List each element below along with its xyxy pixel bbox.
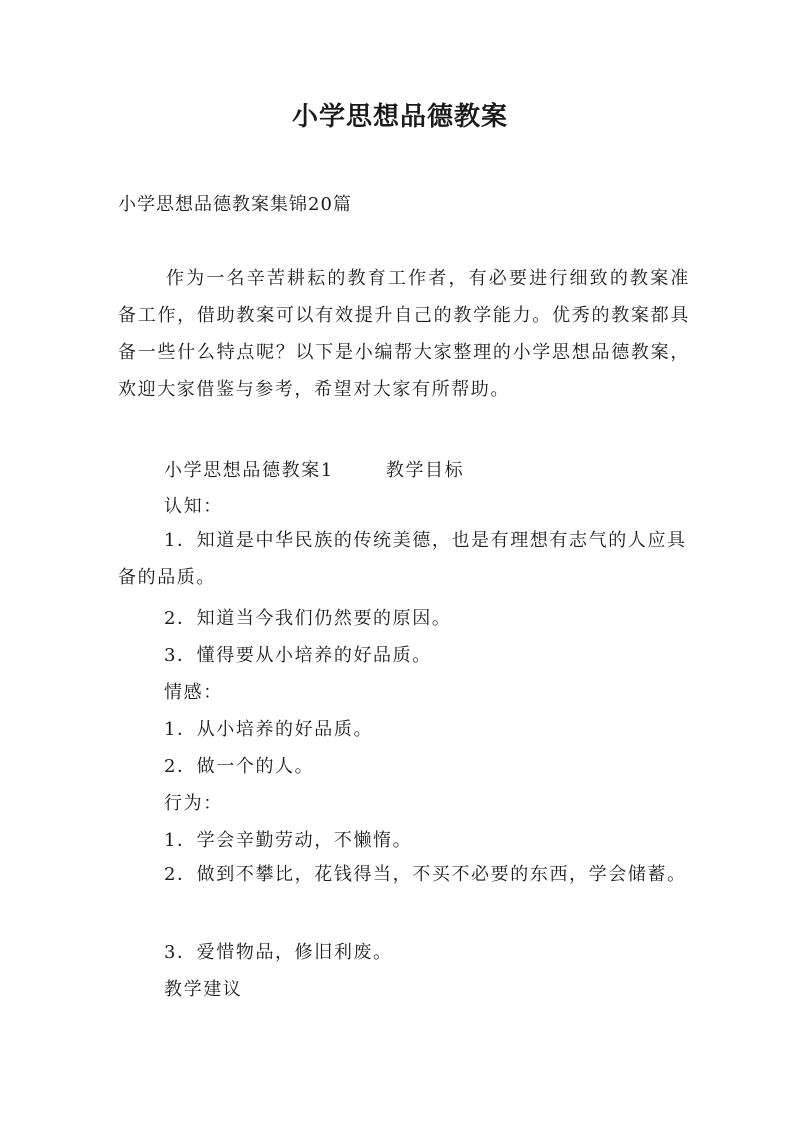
document-subtitle: 小学思想品德教案集锦20篇 <box>118 194 352 215</box>
behavior-item-3: 3．爱惜物品，修旧利废。 <box>164 942 393 963</box>
emotion-item-1: 1．从小培养的好品质。 <box>164 719 374 740</box>
behavior-item-1: 1．学会辛勤劳动，不懒惰。 <box>164 830 413 851</box>
emotion-label: 情感： <box>164 682 223 703</box>
cognition-item-3: 3．懂得要从小培养的好品质。 <box>164 645 432 666</box>
behavior-label: 行为： <box>164 793 223 814</box>
document-title: 小学思想品德教案 <box>291 102 508 132</box>
cognition-item-2: 2．知道当今我们仍然要的原因。 <box>164 608 452 629</box>
suggestion-heading: 教学建议 <box>164 979 243 1000</box>
lesson-heading: 小学思想品德教案1 <box>164 460 334 481</box>
behavior-item-2: 2．做到不攀比，花钱得当，不买不必要的东西，学会储蓄。 <box>164 864 687 885</box>
cognition-item-1: 1．知道是中华民族的传统美德，也是有理想有志气的人应具备的品质。 <box>118 530 687 588</box>
intro-paragraph: 作为一名辛苦耕耘的教育工作者，有必要进行细致的教案准备工作，借助教案可以有效提升自己的教学能力。优秀的教案都具备一些什么特点呢？以下是小编帮大家整理的小学思想品德教案，欢迎大家借鉴与参考，希望对大家有所帮助。 <box>118 268 690 400</box>
cognition-label: 认知： <box>164 496 223 517</box>
lesson-heading-row <box>164 456 464 482</box>
lesson-goal-heading: 教学目标 <box>385 460 465 481</box>
emotion-item-2: 2．做一个的人。 <box>164 756 315 777</box>
